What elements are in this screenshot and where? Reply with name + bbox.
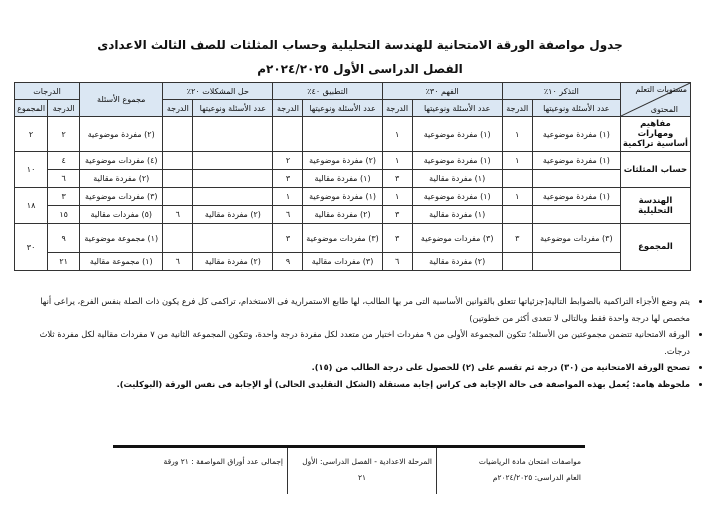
footer-spec-title: مواصفات امتحان مادة الرياضيات: [478, 457, 581, 466]
note-item: • تصحح الورقة الامتحانية من (٣٠) درجة ثم تقسم على (٢) للحصول على درجة الطالب من (١٥).: [22, 359, 690, 376]
levels-label: مستويات التعلم: [635, 85, 687, 94]
questions-cell: (٣) مفردات موضوعية: [412, 224, 502, 253]
apply-header: التطبيق ٤٠٪: [273, 83, 382, 100]
grade-cell: [273, 117, 303, 152]
grade-cell: ٣: [382, 224, 412, 253]
grade-cell: ٣: [502, 224, 532, 253]
grade-cell: ٦: [273, 206, 303, 224]
total-cell: ٢: [15, 117, 48, 152]
content-cell: الهندسة التحليلية: [620, 188, 690, 224]
num-q-header: عدد الأسئلة ونوعيتها: [303, 100, 382, 117]
grade-cell: [502, 253, 532, 271]
understand-header: الفهم ٣٠٪: [382, 83, 502, 100]
questions-cell: (١) مفردة موضوعية: [532, 117, 620, 152]
questions-cell: [303, 117, 382, 152]
questions-cell: [193, 188, 273, 206]
problem-header: حل المشكلات ٢٠٪: [163, 83, 273, 100]
table-row: [15, 206, 691, 224]
table-row: [15, 224, 691, 253]
footer-spec: [436, 448, 585, 494]
footer-stage: [287, 448, 436, 494]
grade-cell: ٩: [48, 224, 80, 253]
footer-stage-text: المرحلة الاعدادية - الفصل الدراسى: الأول: [302, 457, 432, 466]
grade-cell: ٣: [382, 170, 412, 188]
questions-cell: (٢) مفردة مقالية: [193, 253, 273, 271]
note-item: • يتم وضع الأجزاء التراكمية بالضوابط التالية[جزئياتها تتعلق بالقوانين الأساسية التى مر بها الطالب، لها طابع الاستمرارية فى الاستخدام، تراكمى كل فرع يكون ذات الصلة بنفس الفرع، يراعى أنها مخصص لها درجة واحدة فقط وبالتالى لا تتعدى أكثر من خطوتين): [22, 293, 690, 326]
content-cell: مفاهيم ومهارات أساسية تراكمية: [620, 117, 690, 152]
table-row: [15, 117, 691, 152]
table-row: [15, 152, 691, 170]
grade-header: الدرجة: [502, 100, 532, 117]
grade-cell: ٢: [273, 152, 303, 170]
grade-cell: [502, 170, 532, 188]
questions-cell: (١) مفردة مقالية: [412, 170, 502, 188]
grade-cell: [163, 117, 193, 152]
total-cell: ١٨: [15, 188, 48, 224]
notes-list: [22, 293, 704, 392]
grade-cell: ١: [382, 188, 412, 206]
questions-cell: (٤) مفردات موضوعية: [80, 152, 163, 170]
questions-cell: (١) مفردة موضوعية: [532, 188, 620, 206]
questions-cell: (٥) مفردات مقالية: [80, 206, 163, 224]
questions-cell: (١) مجموعة موضوعية: [80, 224, 163, 253]
questions-cell: (٣) مفردات موضوعية: [80, 188, 163, 206]
grade-cell: ١: [273, 188, 303, 206]
questions-cell: [532, 253, 620, 271]
recall-header: التذكر ١٠٪: [502, 83, 620, 100]
grade-cell: ١: [502, 152, 532, 170]
footer-year: العام الدراسى: ٢٠٢٤/٢٠٢٥م: [492, 473, 581, 482]
questions-cell: (٣) مفردات مقالية: [303, 253, 382, 271]
questions-cell: [193, 152, 273, 170]
questions-cell: (٣) مفردات موضوعية: [532, 224, 620, 253]
questions-cell: (١) مفردة موضوعية: [412, 152, 502, 170]
questions-cell: (٢) مفردة موضوعية: [303, 152, 382, 170]
grade-cell: ٢١: [48, 253, 80, 271]
questions-cell: (١) مجموعة مقالية: [80, 253, 163, 271]
grade-cell: ١: [502, 188, 532, 206]
grade-header: الدرجة: [382, 100, 412, 117]
questions-cell: (٢) مفردة مقالية: [80, 170, 163, 188]
group-questions-header: مجموع الأسئلة: [80, 83, 163, 117]
grade-cell: ٤: [48, 152, 80, 170]
questions-cell: (٢) مفردة مقالية: [412, 253, 502, 271]
grade-header: الدرجة: [48, 100, 80, 117]
num-q-header: عدد الأسئلة ونوعيتها: [532, 100, 620, 117]
grade-header: الدرجة: [163, 100, 193, 117]
table-row: [15, 188, 691, 206]
questions-cell: (٢) مفردة موضوعية: [80, 117, 163, 152]
questions-cell: [532, 206, 620, 224]
questions-cell: [193, 170, 273, 188]
num-q-header: عدد الأسئلة ونوعيتها: [193, 100, 273, 117]
grade-cell: ٣: [273, 170, 303, 188]
grade-cell: ٦: [382, 253, 412, 271]
questions-cell: (٣) مفردات موضوعية: [303, 224, 382, 253]
grade-cell: ٣: [48, 188, 80, 206]
footer-total-pages: إجمالى عدد أوراق المواصفة : ٢١ ورقة: [163, 457, 283, 466]
questions-cell: (١) مفردة موضوعية: [412, 117, 502, 152]
grade-cell: [163, 170, 193, 188]
content-cell: حساب المثلثات: [620, 152, 690, 188]
questions-cell: (٢) مفردة مقالية: [303, 206, 382, 224]
page-footer: [113, 445, 585, 494]
grade-cell: [163, 152, 193, 170]
grades-header: الدرجات: [15, 83, 80, 100]
questions-cell: (٢) مفردة مقالية: [193, 206, 273, 224]
grade-header: الدرجة: [273, 100, 303, 117]
grade-cell: ٦: [163, 206, 193, 224]
total-cell: ٣٠: [15, 224, 48, 271]
total-cell: ١٠: [15, 152, 48, 188]
page-number: ٢١: [357, 473, 367, 482]
grade-cell: ٣: [382, 206, 412, 224]
document-subtitle: الفصل الدراسى الأول ٢٠٢٤/٢٠٢٥م: [257, 62, 463, 76]
questions-cell: (١) مفردة مقالية: [412, 206, 502, 224]
grade-cell: ٢: [48, 117, 80, 152]
document-title: جدول مواصفة الورقة الامتحانية للهندسة التحليلية وحساب المثلثات للصف الثالث الاعدادى: [97, 38, 623, 52]
grade-cell: ٦: [48, 170, 80, 188]
grade-cell: ١: [382, 117, 412, 152]
content-cell: المجموع: [620, 224, 690, 271]
questions-cell: [532, 170, 620, 188]
questions-cell: (١) مفردة موضوعية: [412, 188, 502, 206]
grade-cell: ١: [502, 117, 532, 152]
table-row: [15, 253, 691, 271]
spec-table: [14, 82, 691, 271]
num-q-header: عدد الأسئلة ونوعيتها: [412, 100, 502, 117]
questions-cell: (١) مفردة مقالية: [303, 170, 382, 188]
grade-cell: ١٥: [48, 206, 80, 224]
note-item: • ملحوظة هامة: يُعمل بهذه المواصفة فى حالة الإجابة فى كراس إجابة مستقلة (الشكل التقليدى الحالى) أو الإجابة فى نفس الورقة (البوكليت).: [22, 376, 690, 393]
table-row: [15, 170, 691, 188]
content-label: المحتوى: [650, 105, 678, 114]
grade-cell: ٩: [273, 253, 303, 271]
levels-content-header: [620, 83, 690, 117]
grade-cell: [163, 188, 193, 206]
note-item: • الورقة الامتحانية تتضمن مجموعتين من الأسئلة؛ تتكون المجموعة الأولى من ٩ مفردات اختيار من متعدد لكل مفردة درجة واحدة، وتتكون المجموعة الثانية من ٧ مفردات مقالية لكل مفردة ثلاث درجات.: [22, 326, 690, 359]
grade-cell: ٦: [163, 253, 193, 271]
grade-cell: [502, 206, 532, 224]
questions-cell: [193, 224, 273, 253]
total-header: المجموع: [15, 100, 48, 117]
questions-cell: (١) مفردة موضوعية: [532, 152, 620, 170]
grade-cell: [163, 224, 193, 253]
questions-cell: [193, 117, 273, 152]
grade-cell: ١: [382, 152, 412, 170]
grade-cell: ٣: [273, 224, 303, 253]
questions-cell: (١) مفردة موضوعية: [303, 188, 382, 206]
